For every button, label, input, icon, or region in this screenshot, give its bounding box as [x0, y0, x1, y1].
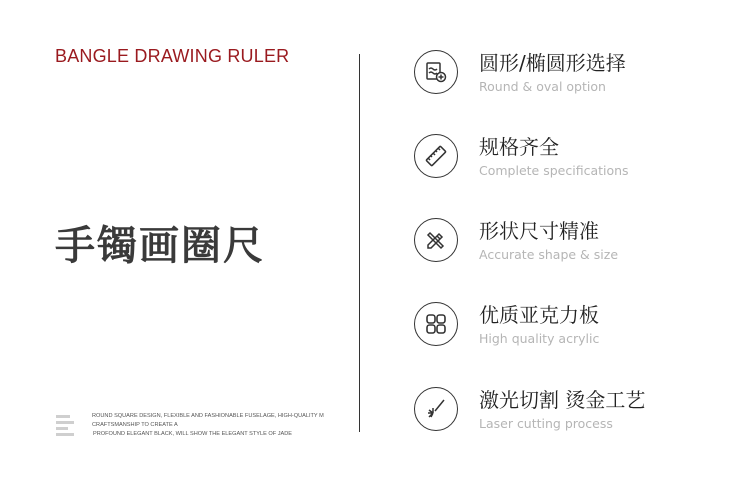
feature-subtitle: Complete specifications: [479, 163, 629, 178]
grid-squares-icon: [414, 302, 458, 346]
feature-subtitle: Laser cutting process: [479, 416, 613, 431]
laser-icon: [414, 387, 458, 431]
feature-acrylic: [414, 302, 734, 352]
note-text: [92, 412, 352, 438]
feature-title: 优质亚克力板: [479, 303, 599, 327]
feature-specifications: [414, 134, 734, 184]
feature-subtitle: Accurate shape & size: [479, 247, 619, 262]
feature-title: 激光切割 烫金工艺: [479, 388, 646, 412]
feature-accurate: [414, 218, 734, 268]
feature-title: 圆形/椭圆形选择: [479, 51, 626, 75]
note-line: PROFOUND ELEGANT BLACK, WILL SHOW THE ELEGANT STYLE OF JADE: [93, 430, 293, 437]
feature-laser: [414, 387, 734, 437]
ruler-icon: [414, 134, 458, 178]
feature-round-oval: [414, 50, 734, 100]
note-line: CRAFTSMANSHIP TO CREATE A: [92, 421, 178, 428]
feature-title: 形状尺寸精准: [479, 219, 599, 243]
note-line: ROUND SQUARE DESIGN, FLEXIBLE AND FASHIONABLE FUSELAGE, HIGH-QUALITY M: [92, 413, 324, 419]
vertical-divider: [359, 54, 360, 432]
drawing-plus-icon: [414, 50, 458, 94]
pencil-ruler-icon: [414, 218, 458, 262]
note-bars-icon: [56, 415, 74, 439]
feature-title: 规格齐全: [479, 135, 559, 159]
feature-subtitle: Round & oval option: [479, 79, 606, 94]
english-title: BANGLE DRAWING RULER: [55, 46, 290, 66]
feature-subtitle: High quality acrylic: [479, 331, 600, 346]
chinese-title: 手镯画圈尺: [55, 223, 265, 269]
